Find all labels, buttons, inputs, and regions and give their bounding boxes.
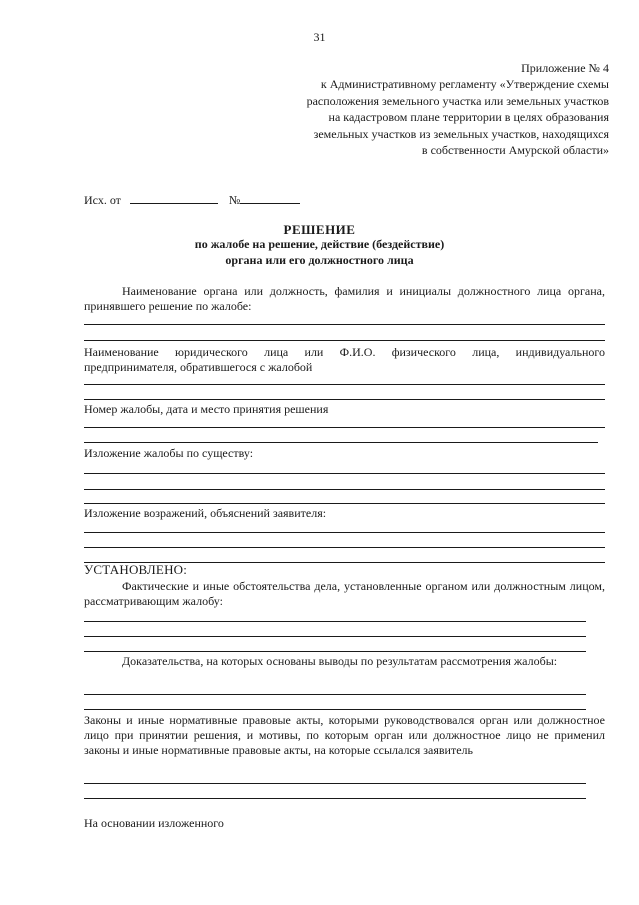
appendix-line: в собственности Амурской области» [421,143,609,158]
outgoing-date-blank[interactable] [130,192,218,204]
field-complaint-essence: Изложение жалобы по существу: [84,446,254,460]
appendix-line: Приложение № 4 [521,61,609,75]
fill-line[interactable] [84,399,605,400]
field-evidence [84,654,605,669]
document-subtitle: по жалобе на решение, действие (бездействие) [194,237,445,251]
fill-line[interactable] [84,340,605,341]
field-evidence-label: Доказательства, на которых основаны выводы по результатам рассмотрения жалобы: [122,654,558,668]
field-laws-label: Законы и иные нормативные правовые акты, которыми руководствовался орган или должностное лицо при принятии решения, и мотивы, по которым орган или должностное лицо не применил законы и иные нормативные правовые акты, на которые ссылался заявитель [84,713,605,757]
fill-line[interactable] [84,636,586,637]
fill-line[interactable] [84,798,586,799]
field-authority [84,284,605,314]
appendix-line: на кадастровом плане территории в целях образования [328,110,609,125]
field-applicant [84,345,605,375]
field-objections: Изложение возражений, объяснений заявителя: [84,506,327,520]
field-facts [84,579,605,609]
fill-line[interactable] [84,473,605,474]
fill-line[interactable] [84,489,605,490]
field-laws [84,713,605,758]
fill-line[interactable] [84,694,586,695]
fill-line[interactable] [84,547,605,548]
page-number: 31 [313,30,326,44]
fill-line[interactable] [84,621,586,622]
appendix-line: расположения земельного участка или земельных участков [306,93,609,108]
fill-line[interactable] [84,442,598,443]
fill-line[interactable] [84,324,605,325]
field-facts-label: Фактические и иные обстоятельства дела, установленные органом или должностным лицом, рассматривающим жалобу: [84,579,605,608]
fill-line[interactable] [84,427,605,428]
fill-line[interactable] [84,384,605,385]
document-title: РЕШЕНИЕ [283,222,356,237]
appendix-header [249,60,609,158]
fill-line[interactable] [84,783,586,784]
outgoing-ref-label: Исх. от [84,193,121,207]
fill-line[interactable] [84,709,586,710]
fill-line[interactable] [84,503,605,504]
field-complaint-number: Номер жалобы, дата и место принятия решения [84,402,329,416]
outgoing-reference [84,192,300,208]
conclusion-lead: На основании изложенного [84,816,224,830]
appendix-line: к Административному регламенту «Утверждение схемы [320,77,609,92]
appendix-line: земельных участков из земельных участков, находящихся [313,126,609,141]
outgoing-number-label: № [228,193,241,207]
field-applicant-label: Наименование юридического лица или Ф.И.О. физического лица, индивидуального предпринимателя, обратившегося с жалобой [84,345,605,374]
fill-line[interactable] [84,651,586,652]
field-authority-label: Наименование органа или должность, фамилия и инициалы должностного лица органа, принявшего решение по жалобе: [84,284,605,313]
fill-line[interactable] [84,532,605,533]
document-subtitle: органа или его должностного лица [225,253,414,267]
outgoing-number-blank[interactable] [240,192,300,204]
established-heading: УСТАНОВЛЕНО: [84,562,188,577]
